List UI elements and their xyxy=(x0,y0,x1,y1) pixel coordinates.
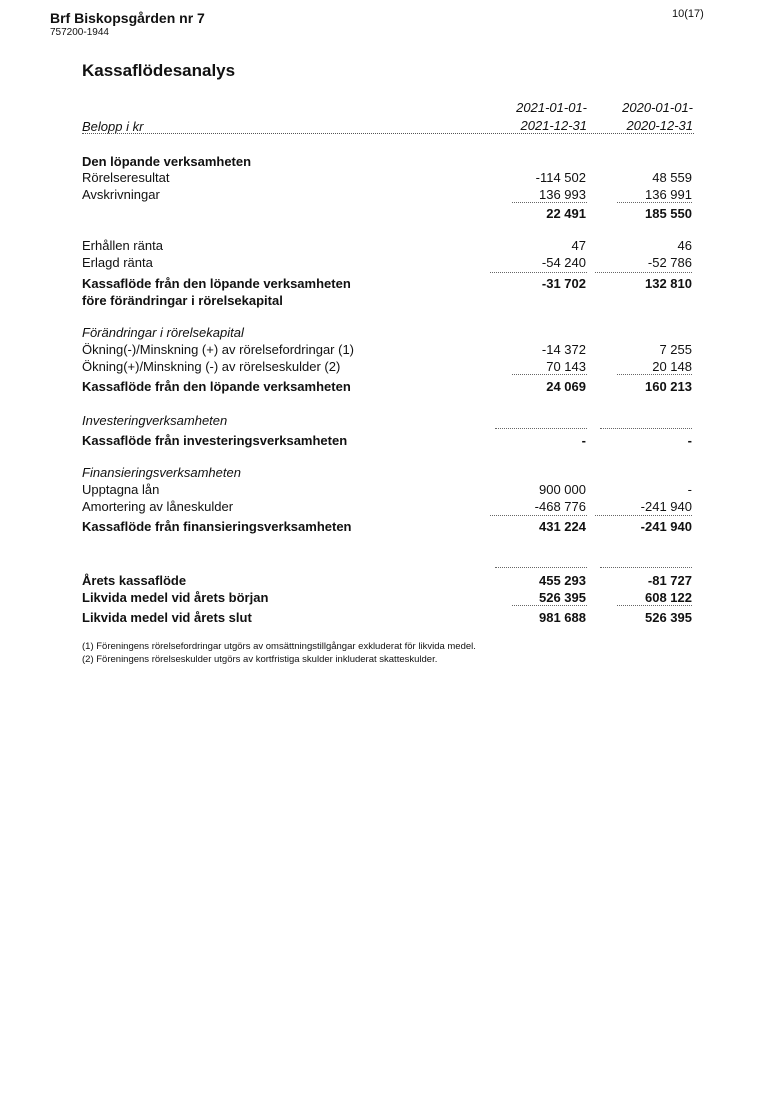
row-label: före förändringar i rörelsekapital xyxy=(82,293,283,308)
value-2020: 48 559 xyxy=(652,170,692,185)
row-label: Erlagd ränta xyxy=(82,255,153,270)
table-row xyxy=(82,590,694,607)
subtotal-rule-2020 xyxy=(617,202,692,203)
row-label: Ökning(-)/Minskning (+) av rörelsefordringar (1) xyxy=(82,342,355,357)
value-2021: 24 069 xyxy=(546,379,586,394)
row-label: Kassaflöde från finansieringsverksamheten xyxy=(82,519,352,534)
opening-cash-rule-2021 xyxy=(512,605,587,606)
row-label: Avskrivningar xyxy=(82,187,160,202)
value-2020: - xyxy=(687,433,692,448)
table-row xyxy=(82,276,694,293)
value-2020: -241 940 xyxy=(640,499,692,514)
row-label: Kassaflöde från den löpande verksamheten xyxy=(82,379,351,394)
row-label: Investeringverksamheten xyxy=(82,413,228,428)
table-row xyxy=(82,499,694,516)
page-number: 10(17) xyxy=(672,8,704,20)
yearly-cashflow-rule-2020 xyxy=(600,567,692,568)
value-2021: 900 000 xyxy=(539,482,586,497)
table-row xyxy=(82,610,694,627)
value-2021: -31 702 xyxy=(541,276,586,291)
column-2020-end: 2020-12-31 xyxy=(626,118,693,133)
interest-rule-2021 xyxy=(490,272,587,273)
value-2020: 526 395 xyxy=(645,610,692,625)
value-2020: - xyxy=(687,482,692,497)
opening-cash-rule-2020 xyxy=(617,605,692,606)
value-2020: 46 xyxy=(677,238,692,253)
value-2021: 981 688 xyxy=(539,610,586,625)
row-label: Upptagna lån xyxy=(82,482,160,497)
value-2021: 22 491 xyxy=(546,206,586,221)
working-capital-rule-2021 xyxy=(512,374,587,375)
table-row xyxy=(82,293,694,310)
table-row xyxy=(82,255,694,272)
column-2021-end: 2021-12-31 xyxy=(520,118,587,133)
table-row xyxy=(82,433,694,450)
value-2020: 132 810 xyxy=(645,276,692,291)
table-row xyxy=(82,206,694,223)
value-2021: 47 xyxy=(571,238,586,253)
row-label: Ökning(+)/Minskning (-) av rörelseskulder (2) xyxy=(82,359,341,374)
column-2021-start: 2021-01-01- xyxy=(516,100,587,115)
table-row xyxy=(82,238,694,255)
table-row xyxy=(82,170,694,187)
subtotal-rule-2021 xyxy=(512,202,587,203)
value-2021: -14 372 xyxy=(541,342,586,357)
financing-rule-2021 xyxy=(490,515,587,516)
investing-rule-2020 xyxy=(600,428,692,429)
value-2021: 431 224 xyxy=(539,519,586,534)
value-2021: -54 240 xyxy=(541,255,586,270)
table-row xyxy=(82,482,694,499)
page-title: Kassaflödesanalys xyxy=(82,61,236,80)
row-label: Erhållen ränta xyxy=(82,238,163,253)
value-2021: 526 395 xyxy=(539,590,586,605)
value-2020: 608 122 xyxy=(645,590,692,605)
working-capital-rule-2020 xyxy=(617,374,692,375)
value-2020: -241 940 xyxy=(640,519,692,534)
value-2020: 136 991 xyxy=(645,187,692,202)
row-label: Kassaflöde från den löpande verksamheten xyxy=(82,276,351,291)
table-row xyxy=(82,325,694,342)
table-row xyxy=(82,154,694,171)
value-2020: 185 550 xyxy=(645,206,692,221)
value-2021: 136 993 xyxy=(539,187,586,202)
row-label: Förändringar i rörelsekapital xyxy=(82,325,244,340)
table-row xyxy=(82,465,694,482)
table-row xyxy=(82,573,694,590)
footnote-2: (2) Föreningens rörelseskulder utgörs av kortfristiga skulder inkluderat skatteskulder. xyxy=(82,654,438,665)
row-label: Likvida medel vid årets början xyxy=(82,590,269,605)
value-2021: 455 293 xyxy=(539,573,586,588)
value-2021: -114 502 xyxy=(535,170,586,185)
amount-unit-caption: Belopp i kr xyxy=(82,119,144,134)
organization-name: Brf Biskopsgården nr 7 xyxy=(50,10,205,26)
row-label: Finansieringsverksamheten xyxy=(82,465,241,480)
financing-rule-2020 xyxy=(595,515,692,516)
organization-number: 757200-1944 xyxy=(50,27,109,38)
value-2021: -468 776 xyxy=(534,499,586,514)
value-2020: 160 213 xyxy=(645,379,692,394)
header-rule xyxy=(82,133,694,134)
value-2020: -81 727 xyxy=(647,573,692,588)
table-row xyxy=(82,342,694,359)
table-row xyxy=(82,379,694,396)
row-label: Likvida medel vid årets slut xyxy=(82,610,252,625)
interest-rule-2020 xyxy=(595,272,692,273)
value-2020: -52 786 xyxy=(647,255,692,270)
table-row xyxy=(82,519,694,536)
yearly-cashflow-rule-2021 xyxy=(495,567,587,568)
column-2020-start: 2020-01-01- xyxy=(622,100,693,115)
row-label: Den löpande verksamheten xyxy=(82,154,252,169)
row-label: Årets kassaflöde xyxy=(82,573,187,588)
row-label: Rörelseresultat xyxy=(82,170,170,185)
table-row xyxy=(82,359,694,376)
row-label: Amortering av låneskulder xyxy=(82,499,234,514)
footnote-1: (1) Föreningens rörelsefordringar utgörs av omsättningstillgångar exkluderat för likvida medel. xyxy=(82,641,476,652)
value-2020: 7 255 xyxy=(659,342,692,357)
value-2021: 70 143 xyxy=(546,359,586,374)
row-label: Kassaflöde från investeringsverksamheten xyxy=(82,433,348,448)
value-2021: - xyxy=(581,433,586,448)
table-row xyxy=(82,187,694,204)
investing-rule-2021 xyxy=(495,428,587,429)
value-2020: 20 148 xyxy=(652,359,692,374)
